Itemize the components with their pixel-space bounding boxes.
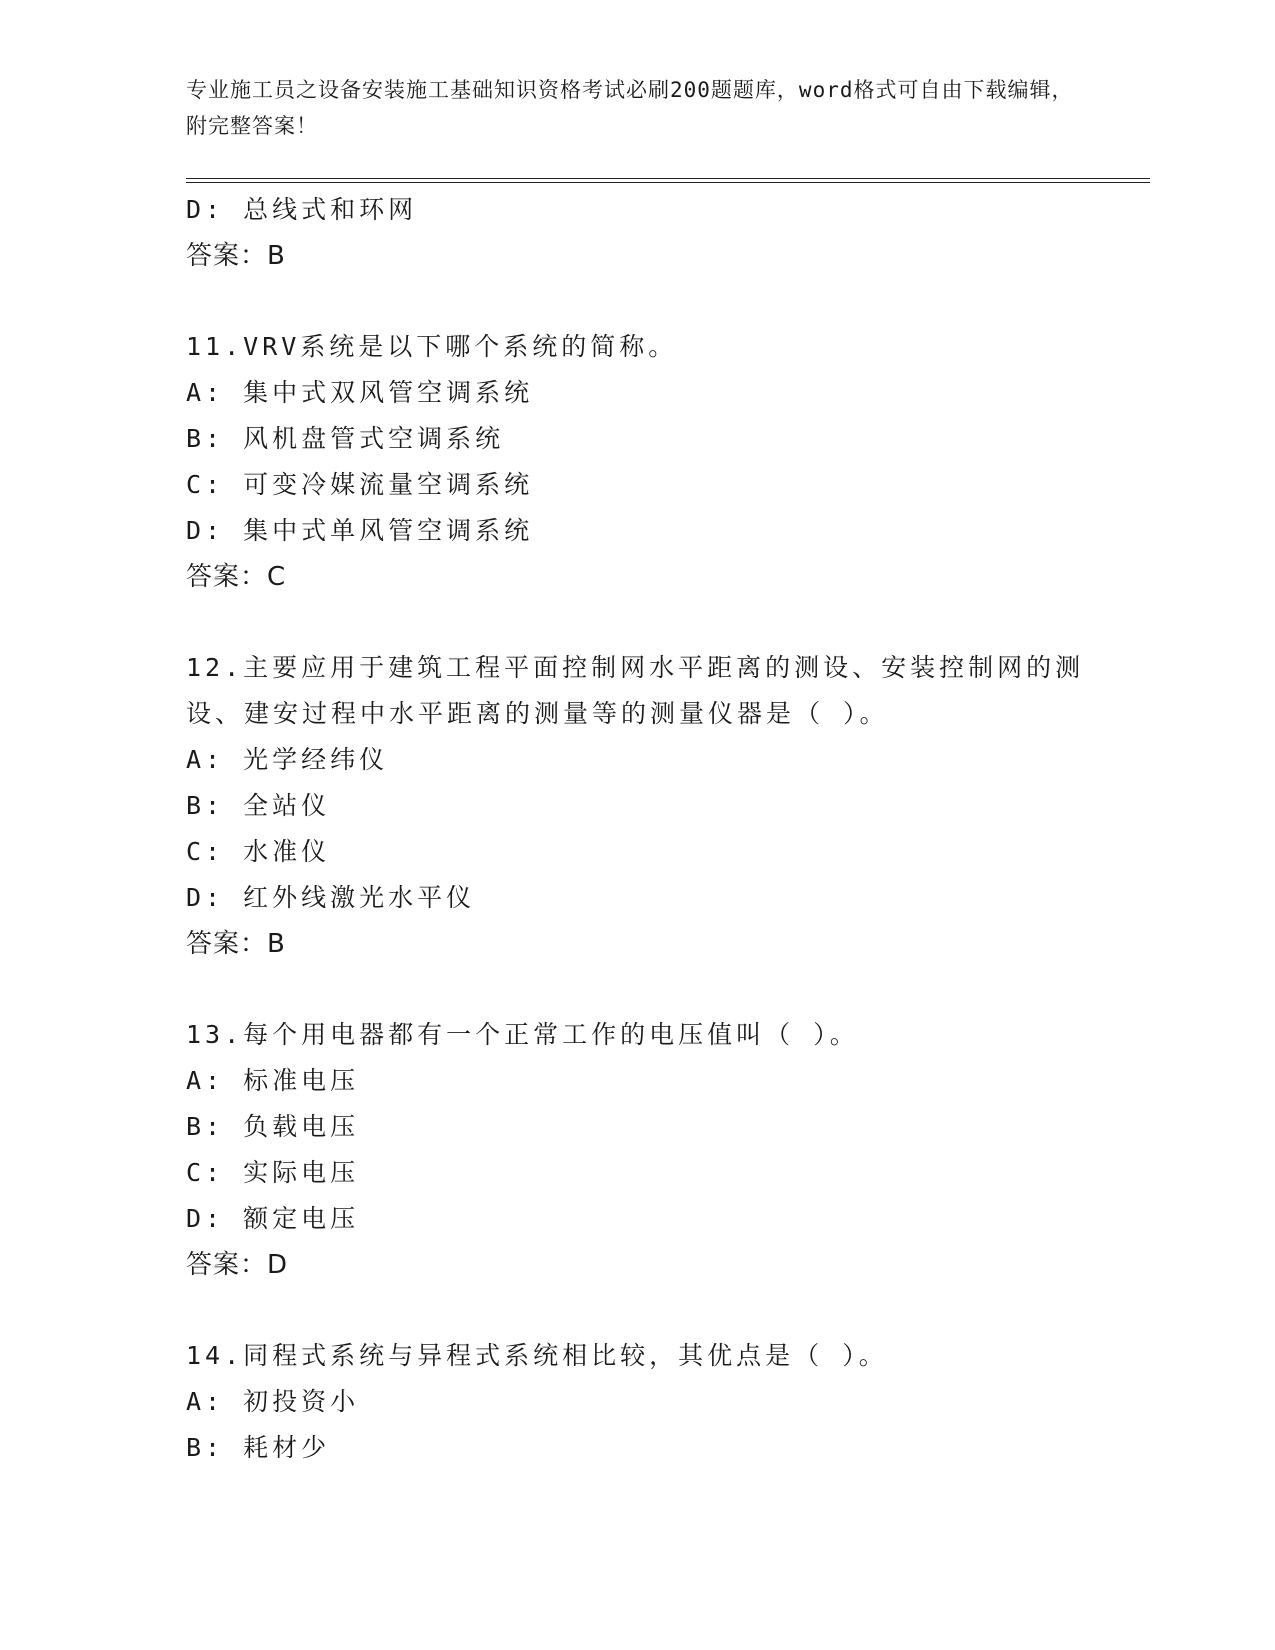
- question-option: B: 风机盘管式空调系统: [186, 424, 505, 453]
- spacer: [186, 967, 1086, 1012]
- question-option: A: 标准电压: [186, 1066, 360, 1095]
- spacer: [186, 279, 1086, 324]
- question-option: C: 实际电压: [186, 1158, 360, 1187]
- prev-option-d: D: 总线式和环网: [186, 195, 418, 224]
- prev-answer: 答案：B: [186, 241, 286, 271]
- question-list: [186, 187, 1086, 1471]
- question-option: A: 光学经纬仪: [186, 745, 389, 774]
- question-option: B: 全站仪: [186, 791, 331, 820]
- question-stem: 13.每个用电器都有一个正常工作的电压值叫（ ）。: [186, 1020, 859, 1049]
- question-option: D: 集中式单风管空调系统: [186, 516, 534, 545]
- spacer: [186, 1288, 1086, 1333]
- question-option: A: 初投资小: [186, 1387, 360, 1416]
- header-divider: [186, 178, 1150, 183]
- question-answer: 答案：D: [186, 1250, 289, 1280]
- question-stem: 14.同程式系统与异程式系统相比较，其优点是（ ）。: [186, 1341, 888, 1370]
- document-header: 专业施工员之设备安装施工基础知识资格考试必刷200题题库，word格式可自由下载编辑，附完整答案！: [186, 78, 1074, 138]
- question-stem: 12.主要应用于建筑工程平面控制网水平距离的测设、安装控制网的测设、建安过程中水平距离的测量等的测量仪器是（ ）。: [186, 653, 1085, 728]
- question-option: B: 负载电压: [186, 1112, 360, 1141]
- spacer: [186, 600, 1086, 645]
- question-option: D: 红外线激光水平仪: [186, 883, 476, 912]
- question-answer: 答案：C: [186, 562, 287, 592]
- question-stem: 11.VRV系统是以下哪个系统的简称。: [186, 332, 678, 361]
- question-option: D: 额定电压: [186, 1204, 360, 1233]
- question-answer: 答案：B: [186, 929, 286, 959]
- question-option: C: 水准仪: [186, 837, 331, 866]
- question-option: C: 可变冷媒流量空调系统: [186, 470, 534, 499]
- question-option: A: 集中式双风管空调系统: [186, 378, 534, 407]
- question-option: B: 耗材少: [186, 1433, 331, 1462]
